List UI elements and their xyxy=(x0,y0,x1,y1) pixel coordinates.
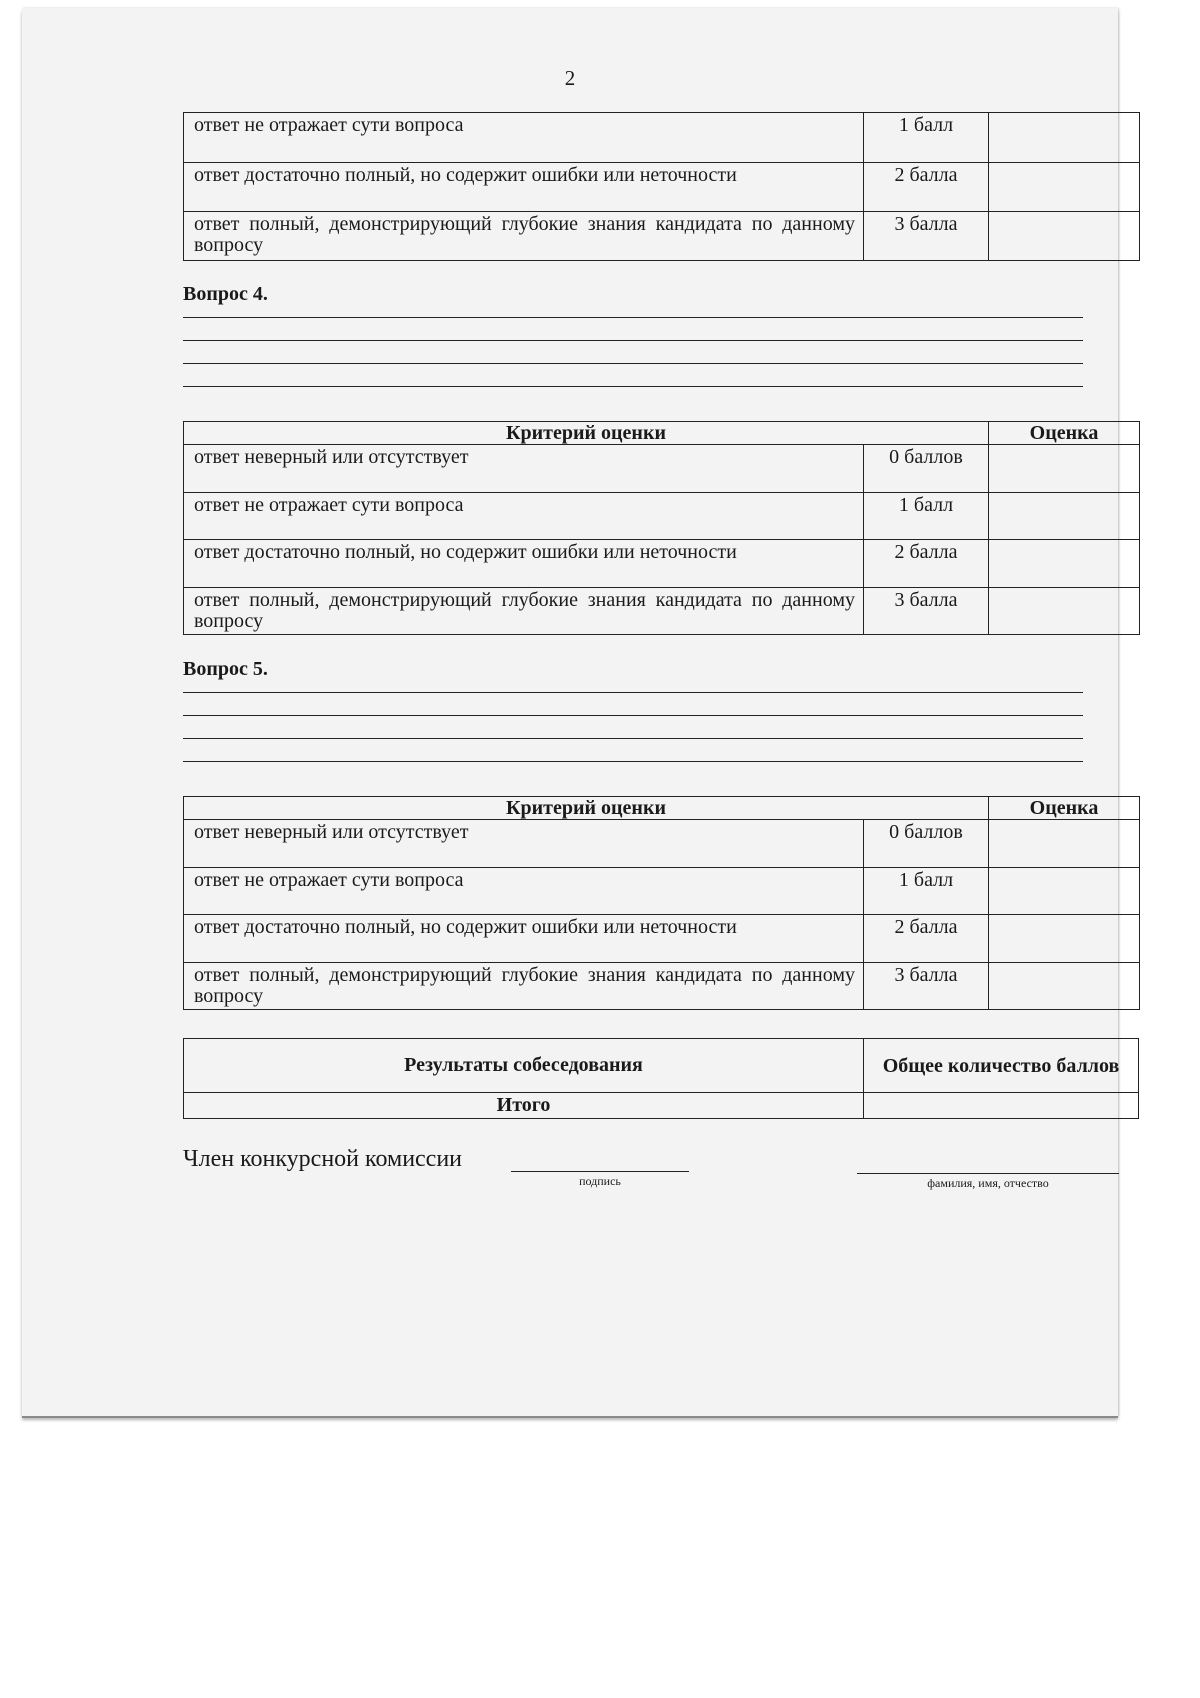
page-number: 2 xyxy=(564,66,576,90)
table-row xyxy=(184,540,1140,588)
grade-header: Оценка xyxy=(989,797,1140,820)
grade-cell[interactable] xyxy=(989,820,1140,868)
answer-line[interactable] xyxy=(183,715,1083,716)
grade-cell[interactable] xyxy=(989,113,1140,163)
criterion-text: ответ достаточно полный, но содержит ошибки или неточности xyxy=(184,915,864,963)
criterion-score: 3 балла xyxy=(864,212,989,261)
total-points-cell[interactable] xyxy=(864,1093,1139,1119)
full-name-line[interactable] xyxy=(857,1173,1119,1174)
grade-cell[interactable] xyxy=(989,445,1140,493)
table-row xyxy=(184,445,1140,493)
criteria-table-continued xyxy=(183,112,1140,261)
question-5-heading: Вопрос 5. xyxy=(183,658,268,680)
table-row xyxy=(184,588,1140,635)
criterion-score: 1 балл xyxy=(864,493,989,540)
criterion-text: ответ достаточно полный, но содержит ошибки или неточности xyxy=(184,163,864,212)
table-row xyxy=(184,820,1140,868)
criterion-text: ответ неверный или отсутствует xyxy=(184,820,864,868)
table-header-row xyxy=(184,422,1140,445)
table-row xyxy=(184,493,1140,540)
grade-cell[interactable] xyxy=(989,868,1140,915)
criterion-score: 3 балла xyxy=(864,588,989,635)
table-row xyxy=(184,163,1140,212)
table-row xyxy=(184,868,1140,915)
answer-line[interactable] xyxy=(183,761,1083,762)
grade-cell[interactable] xyxy=(989,588,1140,635)
signature-label: Член конкурсной комиссии xyxy=(183,1146,463,1172)
grade-cell[interactable] xyxy=(989,163,1140,212)
grade-cell[interactable] xyxy=(989,212,1140,261)
table-row xyxy=(184,113,1140,163)
document-page xyxy=(22,8,1118,1416)
answer-line[interactable] xyxy=(183,386,1083,387)
criterion-score: 0 баллов xyxy=(864,820,989,868)
answer-line[interactable] xyxy=(183,340,1083,341)
full-name-caption: фамилия, имя, отчество xyxy=(927,1176,1049,1190)
table-row xyxy=(184,963,1140,1010)
criterion-text: ответ не отражает сути вопроса xyxy=(184,493,864,540)
criterion-score: 0 баллов xyxy=(864,445,989,493)
criteria-header: Критерий оценки xyxy=(184,422,989,445)
signature-line[interactable] xyxy=(511,1171,689,1172)
table-row xyxy=(184,915,1140,963)
total-points-header: Общее количество баллов xyxy=(864,1039,1139,1093)
grade-cell[interactable] xyxy=(989,963,1140,1010)
answer-line[interactable] xyxy=(183,363,1083,364)
table-header-row xyxy=(184,797,1140,820)
results-table xyxy=(183,1038,1139,1119)
criteria-table-q4 xyxy=(183,421,1140,635)
criterion-text: ответ неверный или отсутствует xyxy=(184,445,864,493)
results-label: Результаты собеседования xyxy=(184,1039,864,1093)
answer-line[interactable] xyxy=(183,692,1083,693)
question-4-heading: Вопрос 4. xyxy=(183,283,268,305)
criteria-header: Критерий оценки xyxy=(184,797,989,820)
criterion-text: ответ не отражает сути вопроса xyxy=(184,113,864,163)
answer-line[interactable] xyxy=(183,738,1083,739)
criterion-text: ответ полный, демонстрирующий глубокие знания кандидата по данному вопросу xyxy=(184,588,864,635)
criterion-score: 2 балла xyxy=(864,540,989,588)
grade-cell[interactable] xyxy=(989,915,1140,963)
criterion-score: 1 балл xyxy=(864,113,989,163)
table-row xyxy=(184,1039,1139,1093)
table-row xyxy=(184,212,1140,261)
criterion-text: ответ достаточно полный, но содержит ошибки или неточности xyxy=(184,540,864,588)
criterion-text: ответ полный, демонстрирующий глубокие знания кандидата по данному вопросу xyxy=(184,963,864,1010)
total-label: Итого xyxy=(184,1093,864,1119)
grade-cell[interactable] xyxy=(989,493,1140,540)
signature-caption: подпись xyxy=(579,1174,621,1188)
grade-header: Оценка xyxy=(989,422,1140,445)
answer-line[interactable] xyxy=(183,317,1083,318)
criteria-table-q5 xyxy=(183,796,1140,1010)
grade-cell[interactable] xyxy=(989,540,1140,588)
criterion-score: 3 балла xyxy=(864,963,989,1010)
criterion-score: 1 балл xyxy=(864,868,989,915)
table-row xyxy=(184,1093,1139,1119)
criterion-text: ответ не отражает сути вопроса xyxy=(184,868,864,915)
criterion-score: 2 балла xyxy=(864,915,989,963)
criterion-score: 2 балла xyxy=(864,163,989,212)
criterion-text: ответ полный, демонстрирующий глубокие знания кандидата по данному вопросу xyxy=(184,212,864,261)
